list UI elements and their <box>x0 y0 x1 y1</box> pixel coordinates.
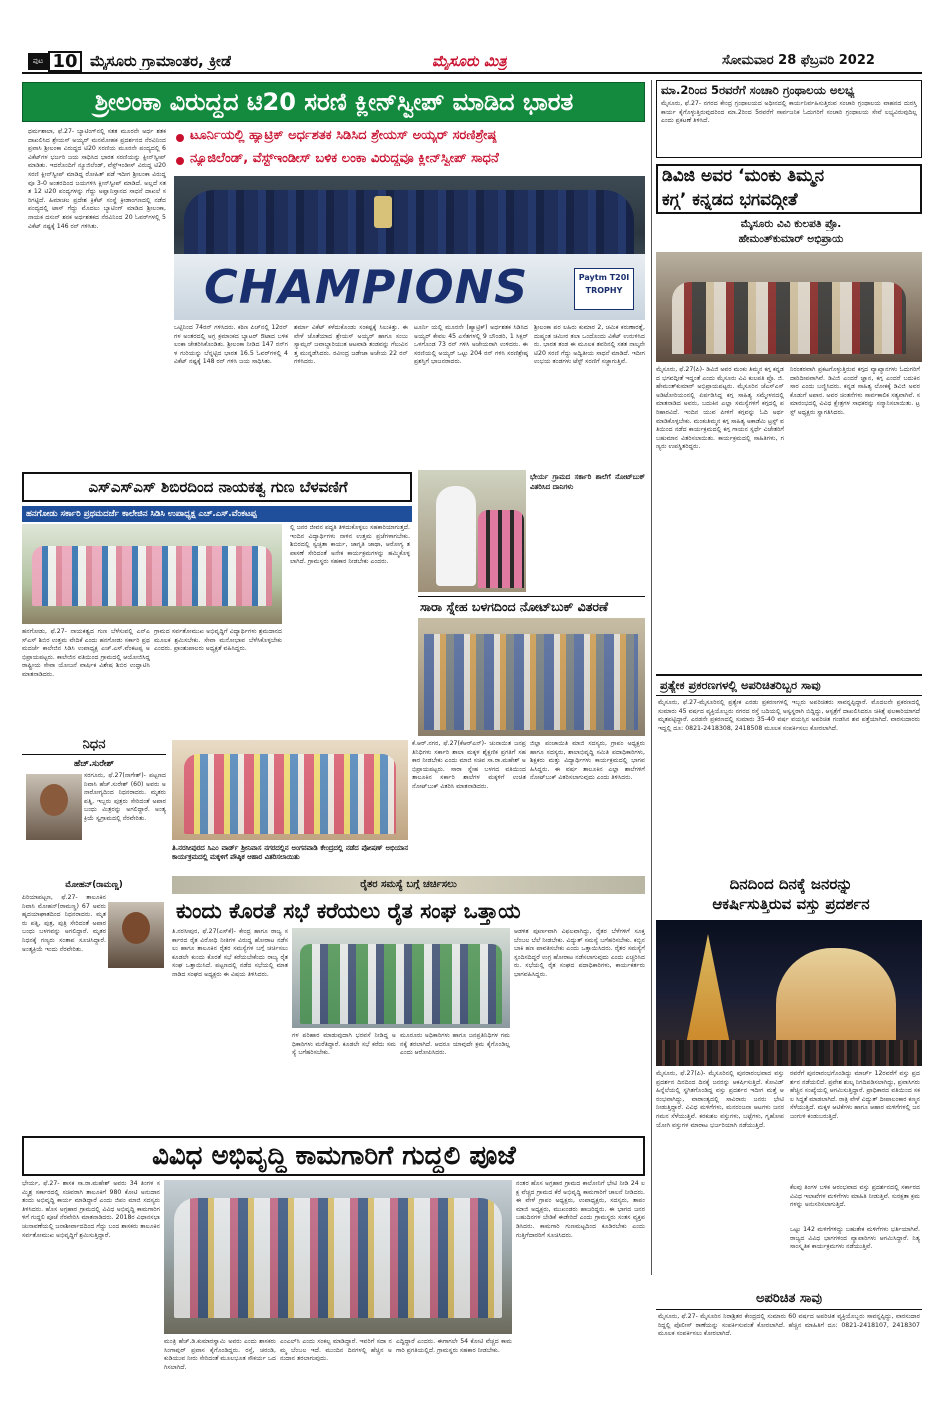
farmers-body-4: ಮೂರೂರು ಅಧಿಕಾರಿಗಳು ಹಾಗೂ ಜನಪ್ರತಿನಿಧಿಗಳ ಗಮನಕ್ಕೆ ತರಲಾಗಿದೆ. ಆದರೂ ಯಾವುದೇ ಕ್ರಮ ಕೈಗೊಂಡಿಲ್ಲ ಎಂದು ಆರೋಪಿಸಿದರು. <box>400 1032 510 1057</box>
nss-body-2: ಗ್ರಾಮದ ಸರ್ವತೋಮುಖ ಅಭಿವೃದ್ಧಿಗೆ ವಿದ್ಯಾರ್ಥಿಗಳು ಶ್ರಮದಾನದ ಮೂಲಕ ಶ್ರಮಿಸಬೇಕು. ಸೇವಾ ಮನೋಭಾವ ಬೆಳೆಸಿಕೊಳ್ಳಬೇಕು ಎಂದರು. ಪ್ರಾಂಶುಪಾಲರು ಅಧ್ಯಕ್ಷತೆ ವಹಿಸಿದ್ದರು. <box>154 628 282 653</box>
nss-subhead: ಹನಗೋಡು ಸರ್ಕಾರಿ ಪ್ರಥಮದರ್ಜೆ ಕಾಲೇಜಿನ ಸಿಡಿಸಿ ಉಪಾಧ್ಯಕ್ಷ ಎಚ್.ಎಸ್.ವೆಂಕಟಪ್ಪ <box>26 509 257 519</box>
nss-body-1: ಹನಗೋಡು, ಫೆ.27- ನಾಯಕತ್ವದ ಗುಣ ಬೆಳೆಸುವಲ್ಲಿ ಎನ್‌ಎಸ್‌ಎಸ್ ಶಿಬಿರ ಉತ್ತಮ ವೇದಿಕೆ ಎಂದು ಹನಗೋಡು ಸರ್ಕಾರಿ ಪ್ರಥಮದರ್ಜೆ ಕಾಲೇಜಿನ ಸಿಡಿಸಿ ಉಪಾಧ್ಯಕ್ಷ ಎಚ್.ಎಸ್.ವೆಂಕಟಪ್ಪ ಅಭಿಪ್ರಾಯಪಟ್ಟರು. ಕಾಲೇಜಿನ ವತಿಯಿಂದ ಗ್ರಾಮದಲ್ಲಿ ಆಯೋಜಿಸಿದ್ದ ರಾಷ್ಟ್ರೀಯ ಸೇವಾ ಯೋಜನೆ ವಾರ್ಷಿಕ ವಿಶೇಷ ಶಿಬಿರ ಉದ್ಘಾಟಿಸಿ ಮಾತನಾಡಿದರು. <box>22 628 150 678</box>
nss-body-3: ಲ್ಲಿ ಜನರ ಜೀವನ ಪದ್ಧತಿ ತಿಳಿದುಕೊಳ್ಳಲು ಸಹಕಾರಿಯಾಗುತ್ತದೆ. ಇಂದಿನ ವಿದ್ಯಾರ್ಥಿಗಳು ನಾಳಿನ ಉತ್ತಮ ಪ್ರಜೆಗಳಾಗಬೇಕು. ಶಿಬಿರದಲ್ಲಿ ಸ್ವಚ್ಛತಾ ಕಾರ್ಯ, ಜಾಗೃತಿ ಜಾಥಾ, ಆರೋಗ್ಯ ತಪಾಸಣೆ ಸೇರಿದಂತೆ ಅನೇಕ ಕಾರ್ಯಕ್ರಮಗಳನ್ನು ಹಮ್ಮಿಕೊಳ್ಳಲಾಗಿದೆ. ಗ್ರಾಮಸ್ಥರು ಸಹಕಾರ ನೀಡಬೇಕು ಎಂದರು. <box>290 524 410 566</box>
notebook-body-2: ಜಿಲ್ಲಾ ಪಂಚಾಯಿತಿ ಮಾಜಿ ಸದಸ್ಯರು, ಗ್ರಾಪಂ ಅಧ್ಯಕ್ಷರು ಹಾಗೂ ಸದಸ್ಯರು, ಶಾಲಾಭಿವೃದ್ಧಿ ಸಮಿತಿ ಪದಾಧಿಕಾರಿಗಳು, ಶಿಕ್ಷಕರು ಮತ್ತು ವಿದ್ಯಾರ್ಥಿಗಳು ಕಾರ್ಯಕ್ರಮದಲ್ಲಿ ಭಾಗವಹಿಸಿದ್ದರು. ಈ ವರ್ಷ ತಾಲೂಕಿನ ಎಲ್ಲಾ ಶಾಲೆಗಳಿಗೆ ನೋಟ್‌ಬುಕ್ ವಿತರಿಸಲಾಗುವುದು ಎಂದು ತಿಳಿಸಿದರು. <box>530 740 645 782</box>
notebook-headline: ಸಾರಾ ಸ್ನೇಹ ಬಳಗದಿಂದ ನೋಟ್‌ಬುಕ್ ವಿತರಣೆ <box>420 599 609 614</box>
lead-bullet-1-icon <box>176 134 184 142</box>
meeting-people <box>300 944 502 1024</box>
obituary-name-2: ಮೋಹನ್(ರಾಮಣ್ಣ) <box>65 880 123 890</box>
works-body-4: ಎದ್ದಿದ್ದಾರೆ ಎಂದರು. ಈಗಾಗಲೇ 54 ಕೋಟಿ ವೆಚ್ಚದ ಕಾಮಗಾರಿ ಪ್ರಗತಿಯಲ್ಲಿದೆ. ಗ್ರಾಮಸ್ಥರು ಸಹಕಾರ ನೀಡಬೇಕು. <box>396 1338 512 1354</box>
farmers-tagline: ರೈತರ ಸಮಸ್ಯೆ ಬಗ್ಗೆ ಚರ್ಚಿಸಲು <box>360 879 457 890</box>
works-body-2: ಮಂತ್ರಿ ಹೆಚ್.ಡಿ.ಕುಮಾರಸ್ವಾಮಿ ಅವರು ಎಂದು ಶಾಸಕರು ಸಿಂಗಾಪುರ್ ಪ್ರವಾಸ ಕೈಗೊಂಡಿದ್ದರು. ರಸ್ತೆ, ಚರಂಡಿ, ಕುಡಿಯುವ ನೀರು ಸೇರಿದಂತೆ ಮೂಲಭೂತ ಸೌಕರ್ಯ ಒದಗಿಸಲಾಗಿದೆ. <box>164 1338 276 1371</box>
donor-figure <box>436 486 476 586</box>
lead-body-4: ಟೂರ್ನಿ ಯಲ್ಲಿ ಮೂರನೇ (ಹ್ಯಾಟ್ರಿಕ್) ಅರ್ಧಶತಕ ಸಿಡಿಸಿದ ಅಯ್ಯರ್ ಕೇವಲ 45 ಎಸೆತಗಳಲ್ಲಿ 9 ಬೌಂಡರಿ, 1 ಸಿಕ್ಸರ್ ಒಳಗೊಂಡ 73 ರನ್ ಗಳಿಸಿ ಅಜೇಯರಾಗಿ ಉಳಿದರು. ಈ ಸರಣಿಯಲ್ಲಿ ಅಯ್ಯರ್ ಒಟ್ಟು 204 ರನ್ ಗಳಿಸಿ ಸರಣಿಶ್ರೇಷ್ಠ ಪ್ರಶಸ್ತಿಗೆ ಭಾಜನರಾದರು. <box>414 324 528 366</box>
bhagavad-photo <box>656 252 922 362</box>
notebook-photo-1 <box>418 470 526 592</box>
obituary-header: ನಿಧನ <box>22 736 166 755</box>
sponsor-logo: Paytm T20I TROPHY <box>574 268 634 310</box>
section-title: ಮೈಸೂರು ಗ್ರಾಮಾಂತರ, ಕ್ರೀಡೆ <box>90 52 232 70</box>
library-body: ಮೈಸೂರು, ಫೆ.27- ನಗರದ ಕೇಂದ್ರ ಗ್ರಂಥಾಲಯದ ಅಧೀನದಲ್ಲಿ ಕಾರ್ಯನಿರ್ವಹಿಸುತ್ತಿರುವ ಸಂಚಾರಿ ಗ್ರಂಥಾಲಯ ವಾಹನದ ದುರಸ್ತಿ ಕಾರ್ಯ ಕೈಗೊಳ್ಳುತ್ತಿರುವುದರಿಂದ ಮಾ.2ರಿಂದ 5ರವರೆಗೆ ಸಾರ್ವಜನಿಕ ಓದುಗರಿಗೆ ಸಂಚಾರಿ ಗ್ರಂಥಾಲಯ ಸೇವೆ ಲಭ್ಯವಿರುವುದಿಲ್ಲ ಎಂದು ಪ್ರಕಟಣೆ ತಿಳಿಸಿದೆ. <box>661 100 917 125</box>
obituary-name-1: ಹೆಚ್.ಸುರೇಶ್ <box>74 759 114 769</box>
lead-body-5: ಶ್ರೀಲಂಕಾ ಪರ ಲಹಿರು ಕುಮಾರ 2, ಚಮಿಕ ಕರುಣಾರತ್ನೆ, ದುಷ್ಮಂತ ಚಮೀರ ತಲಾ ಒಂದೊಂದು ವಿಕೆಟ್ ಉರುಳಿಸಿದರು. ಭಾರತ ತಂಡ ಈ ಮೂಲಕ ತವರಿನಲ್ಲಿ ಸತತ ನಾಲ್ಕನೇ ಟಿ20 ಸರಣಿ ಗೆದ್ದು ಅದ್ವಿತೀಯ ಸಾಧನೆ ಮಾಡಿದೆ. ಇದೀಗ ಉಭಯ ತಂಡಗಳು ಟೆಸ್ಟ್ ಸರಣಿಗೆ ಸಜ್ಜಾಗುತ್ತಿವೆ. <box>534 324 645 366</box>
works-headline: ವಿವಿಧ ಅಭಿವೃದ್ಧಿ ಕಾಮಗಾರಿಗೆ ಗುದ್ದಲಿ ಪೂಜೆ <box>152 1141 516 1171</box>
event-people <box>184 754 396 834</box>
expo-body-4: ಒಟ್ಟು 142 ಮಳಿಗೆಗಳಿದ್ದು ಬಹುತೇಕ ಮಳಿಗೆಗಳು ಭರ್ತಿಯಾಗಿವೆ. ರಾಜ್ಯದ ವಿವಿಧ ಭಾಗಗಳಿಂದ ವ್ಯಾಪಾರಿಗಳು ಆಗಮಿಸಿದ್ದಾರೆ. ನಿತ್ಯ ಸಾಂಸ್ಕೃತಿಕ ಕಾರ್ಯಕ್ರಮಗಳು ನಡೆಯುತ್ತಿವೆ. <box>790 1226 920 1251</box>
expo-photo <box>656 920 922 1066</box>
page-label: ಪುಟ <box>28 53 48 70</box>
accident-body: ಮೈಸೂರು, ಫೆ.27-ಮೈಸೂರಿನಲ್ಲಿ ಪ್ರತ್ಯೇಕ ಎರಡು ಪ್ರಕರಣಗಳಲ್ಲಿ ಇಬ್ಬರು ಅಪರಿಚಿತರು ಸಾವನ್ನಪ್ಪಿದ್ದಾರೆ. ಮೊದಲನೇ ಪ್ರಕರಣದಲ್ಲಿ ಸುಮಾರು 45 ವರ್ಷದ ವ್ಯಕ್ತಿಯೊಬ್ಬರು ನಗರದ ರಸ್ತೆ ಬದಿಯಲ್ಲಿ ಅಸ್ವಸ್ಥರಾಗಿ ಬಿದ್ದಿದ್ದು, ಆಸ್ಪತ್ರೆಗೆ ದಾಖಲಿಸಿದರೂ ಚಿಕಿತ್ಸೆ ಫಲಕಾರಿಯಾಗದೆ ಮೃತಪಟ್ಟಿದ್ದಾರೆ. ಎರಡನೇ ಪ್ರಕರಣದಲ್ಲಿ ಸುಮಾರು 35-40 ವರ್ಷ ವಯಸ್ಸಿನ ಅಪರಿಚಿತ ಗಂಡಸಿನ ಶವ ಪತ್ತೆಯಾಗಿದೆ. ವಾರಸುದಾರರು ಇದ್ದಲ್ಲಿ ದೂ: 0821-2418308, 2418508 ಮೂಲಕ ಸಂಪರ್ಕಿಸಲು ಕೋರಲಾಗಿದೆ. <box>658 699 920 732</box>
lead-bullet-1: ಟೂರ್ನಿಯಲ್ಲಿ ಹ್ಯಾಟ್ರಿಕ್ ಅರ್ಧಶತಕ ಸಿಡಿಸಿದ ಶ್ರೇಯಸ್ ಅಯ್ಯರ್ ಸರಣಿಶ್ರೇಷ್ಠ <box>190 128 497 143</box>
nss-headline: ಎಸ್‌ಎಸ್‌ಎಸ್ ಶಿಬಿರದಿಂದ ನಾಯಕತ್ವ ಗುಣ ಬೆಳವಣಿಗೆ <box>88 478 348 496</box>
notebook-caption: ಭೇರ್ಯ ಗ್ರಾಮದ ಸರ್ಕಾರಿ ಶಾಲೆಗೆ ನೋಟ್‌ಬುಕ್ ವಿತರಿಸಿದ ದಾನಿಗಳು <box>530 473 645 491</box>
expo-headline-1: ದಿನದಿಂದ ದಿನಕ್ಕೆ ಜನರನ್ನು <box>729 875 853 893</box>
unknown-death-headline: ಅಪರಿಚಿತ ಸಾವು <box>755 1291 822 1306</box>
bhagavad-body-2: ನಿರಂತರವಾಗಿ ಪ್ರಕಟಗೊಳ್ಳುತ್ತಿರುವ ಕಗ್ಗದ ವ್ಯಾಖ್ಯಾನಗಳು ಓದುಗರಿಗೆ ದಾರಿದೀಪವಾಗಿವೆ. ಡಿವಿಜಿ ಎಂದರೆ ಜ್ಞಾನ, ಕಗ್ಗ ಎಂದರೆ ಬದುಕಿನ ಸಾರ ಎಂದು ಬಣ್ಣಿಸಿದರು. ಕನ್ನಡ ಸಾಹಿತ್ಯ ಲೋಕಕ್ಕೆ ಡಿವಿಜಿ ಅವರ ಕೊಡುಗೆ ಅಪಾರ. ಅವರ ಚಿಂತನೆಗಳು ಸಾರ್ವಕಾಲಿಕ ಸತ್ಯವಾಗಿವೆ. ಸಮಾರಂಭದಲ್ಲಿ ವಿವಿಧ ಕ್ಷೇತ್ರಗಳ ಸಾಧಕರನ್ನು ಸನ್ಮಾನಿಸಲಾಯಿತು. ಟ್ರಸ್ಟ್ ಅಧ್ಯಕ್ಷರು ಸ್ವಾಗತಿಸಿದರು. <box>790 366 920 416</box>
farmers-body-2: ಆಡಳಿತ ಪೂರ್ಣವಾಗಿ ವಿಫಲವಾಗಿದ್ದು, ರೈತರ ಬೆಳೆಗಳಿಗೆ ಸೂಕ್ತ ಬೆಂಬಲ ಬೆಲೆ ನೀಡಬೇಕು. ವಿದ್ಯುತ್ ಸಮಸ್ಯೆ ಬಗೆಹರಿಸಬೇಕು. ಕಬ್ಬಿನ ಬಾಕಿ ಹಣ ಪಾವತಿಸಬೇಕು ಎಂದು ಒತ್ತಾಯಿಸಿದರು. ರೈತರ ಸಮಸ್ಯೆಗೆ ಸ್ಪಂದಿಸದಿದ್ದರೆ ಉಗ್ರ ಹೋರಾಟ ನಡೆಸಲಾಗುವುದು ಎಂದು ಎಚ್ಚರಿಸಿದರು. ಸಭೆಯಲ್ಲಿ ರೈತ ಸಂಘದ ಪದಾಧಿಕಾರಿಗಳು, ಕಾರ್ಯಕರ್ತರು ಭಾಗವಹಿಸಿದ್ದರು. <box>514 928 645 978</box>
works-body-3: ಎಂಎಲ್‌ಸಿ ಎಂದು ಸಂಕಲ್ಪ ಮಾಡಿದ್ದಾರೆ. ಇವರಿಗೆ ಸದಾ ನಮ್ಮ ಬೆಂಬಲ ಇದೆ. ಮುಂದಿನ ದಿನಗಳಲ್ಲಿ ಹೆಚ್ಚಿನ ಅನುದಾನ ತರಲಾಗುವುದು. <box>280 1338 392 1363</box>
poshan-photo <box>172 740 408 840</box>
champions-photo <box>174 176 645 320</box>
works-photo <box>164 1180 512 1334</box>
works-body-5: ನಂತರ ಹೊಸ ಅಗ್ರಹಾರ ಗ್ರಾಮದ ಕಾಲೋನಿಗೆ ಭೇಟಿ ನೀಡಿ 24 ಲಕ್ಷ ವೆಚ್ಚದ ಗ್ರಾಮದ ಕೆರೆ ಅಭಿವೃದ್ಧಿ ಕಾಮಗಾರಿಗೆ ಚಾಲನೆ ನೀಡಿದರು. ಈ ವೇಳೆ ಗ್ರಾಪಂ ಅಧ್ಯಕ್ಷರು, ಉಪಾಧ್ಯಕ್ಷರು, ಸದಸ್ಯರು, ತಾಪಂ ಮಾಜಿ ಅಧ್ಯಕ್ಷರು, ಮುಖಂಡರು ಹಾಜರಿದ್ದರು. ಈ ಭಾಗದ ಜನರ ಬಹುದಿನಗಳ ಬೇಡಿಕೆ ಈಡೇರಿದೆ ಎಂದು ಗ್ರಾಮಸ್ಥರು ಸಂತಸ ವ್ಯಕ್ತಪಡಿಸಿದರು. ಕಾಮಗಾರಿ ಗುಣಮಟ್ಟದಿಂದ ಕೂಡಿರಬೇಕು ಎಂದು ಗುತ್ತಿಗೆದಾರರಿಗೆ ಸೂಚಿಸಿದರು. <box>516 1180 645 1239</box>
bhagavad-headline-1: ಡಿವಿಜಿ ಅವರ ‘ಮಂಕು ತಿಮ್ಮನ <box>662 166 825 186</box>
crowd <box>656 1040 922 1066</box>
classroom <box>424 634 638 730</box>
bhagavad-headline-2: ಕಗ್ಗ’ ಕನ್ನಡದ ಭಗವದ್ಗೀತೆ <box>662 190 798 210</box>
farmers-headline: ಕುಂದು ಕೊರತೆ ಸಭೆ ಕರೆಯಲು ರೈತ ಸಂಘ ಒತ್ತಾಯ <box>176 899 521 923</box>
nss-students <box>32 546 272 606</box>
obituary-portrait-1 <box>26 774 82 840</box>
farmers-photo <box>292 928 510 1028</box>
portrait-face <box>40 784 68 816</box>
obituary-portrait-2 <box>108 902 164 968</box>
accident-headline: ಪ್ರತ್ಯೇಕ ಪ್ರಕರಣಗಳಲ್ಲಿ ಅಪರಿಚಿತರಿಬ್ಬರ ಸಾವು <box>660 678 821 692</box>
bhagavad-subhead-2: ಹೇಮಂತ್‌ಕುಮಾರ್ ಅಭಿಪ್ರಾಯ <box>738 233 844 245</box>
masthead <box>22 50 922 74</box>
expo-body-3: ಕೆಲವು ತಿಂಗಳ ಬಳಿಕ ಆರಂಭವಾದ ವಸ್ತು ಪ್ರದರ್ಶನದಲ್ಲಿ ಸರ್ಕಾರದ ವಿವಿಧ ಇಲಾಖೆಗಳ ಮಳಿಗೆಗಳು ಮಾಹಿತಿ ನೀಡುತ್ತಿವೆ. ಸುರಕ್ಷತಾ ಕ್ರಮಗಳನ್ನು ಅನುಸರಿಸಲಾಗುತ್ತಿದೆ. <box>790 1184 920 1209</box>
lead-bullet-2: ನ್ಯೂಜಿಲೆಂಡ್, ವೆಸ್ಟ್‌ಇಂಡೀಸ್ ಬಳಿಕ ಲಂಕಾ ವಿರುದ್ಧವೂ ಕ್ಲೀನ್‌ಸ್ವೀಪ್ ಸಾಧನೆ <box>190 151 499 166</box>
notebook-rule <box>418 596 645 597</box>
bhagavad-subhead-1: ಮೈಸೂರು ವಿವಿ ಕುಲಪತಿ ಪ್ರೊ. <box>740 218 842 230</box>
accident-rule-bottom <box>656 695 922 696</box>
champions-text: CHAMPIONS <box>204 260 529 314</box>
tower-lights <box>686 934 730 1044</box>
expo-body-1: ಮೈಸೂರು, ಫೆ.27(ಪಿ)- ಮೈಸೂರಿನಲ್ಲಿ ಪುನರಾರಂಭವಾದ ವಸ್ತು ಪ್ರದರ್ಶನ ದಿನದಿಂದ ದಿನಕ್ಕೆ ಜನರನ್ನು ಆಕರ್ಷಿಸುತ್ತಿದೆ. ಕೋವಿಡ್ ಹಿನ್ನೆಲೆಯಲ್ಲಿ ಸ್ಥಗಿತಗೊಂಡಿದ್ದ ವಸ್ತು ಪ್ರದರ್ಶನ ಇದೀಗ ಮತ್ತೆ ಆರಂಭವಾಗಿದ್ದು, ವಾರಾಂತ್ಯದಲ್ಲಿ ಸಾವಿರಾರು ಜನರು ಭೇಟಿ ನೀಡುತ್ತಿದ್ದಾರೆ. ವಿವಿಧ ಮಳಿಗೆಗಳು, ಮನರಂಜನಾ ಆಟಗಳು ಜನರ ಗಮನ ಸೆಳೆಯುತ್ತಿವೆ. ಕರಕುಶಲ ವಸ್ತುಗಳು, ಬಟ್ಟೆಗಳು, ಗೃಹೋಪಯೋಗಿ ವಸ್ತುಗಳ ಮಾರಾಟ ಭರ್ಜರಿಯಾಗಿ ನಡೆಯುತ್ತಿದೆ. <box>656 1070 784 1129</box>
notebook-photo-2 <box>418 618 645 736</box>
farmers-body-3: ಗಳ ಪರಿಹಾರ ಮಾಡುವುದಾಗಿ ಭರವಸೆ ನೀಡಿದ್ದ ಅಧಿಕಾರಿಗಳು ಮರೆತಿದ್ದಾರೆ. ಕೂಡಲೇ ಸಭೆ ಕರೆದು ಸಮಸ್ಯೆ ಬಗೆಹರಿಸಬೇಕು. <box>292 1032 396 1057</box>
ceremony-people <box>174 1198 502 1318</box>
stage-people <box>672 282 906 354</box>
column-divider <box>651 80 652 1275</box>
lead-bullet-2-icon <box>176 157 184 165</box>
unknown-death-body: ಮೈಸೂರು, ಫೆ.27- ಮೈಸೂರಿನ ನಿರಾಶ್ರಿತರ ಕೇಂದ್ರದಲ್ಲಿ ಸುಮಾರು 60 ವರ್ಷದ ಅಪರಿಚಿತ ವ್ಯಕ್ತಿಯೊಬ್ಬರು ಸಾವನ್ನಪ್ಪಿದ್ದು, ವಾರಸುದಾರರಿದ್ದಲ್ಲಿ ಪೊಲೀಸ್ ಠಾಣೆಯನ್ನು ಸಂಪರ್ಕಿಸುವಂತೆ ಕೋರಲಾಗಿದೆ. ಹೆಚ್ಚಿನ ಮಾಹಿತಿಗೆ ದೂ: 0821-2418107, 2418307 ಮೂಲಕ ಸಂಪರ್ಕಿಸಲು ಕೋರಲಾಗಿದೆ. <box>658 1313 920 1338</box>
lead-body-3: ಶರ್ಮಾ ವಿಕೆಟ್ ಕಳೆದುಕೊಂಡು ಸಂಕಷ್ಟಕ್ಕೆ ಸಿಲುಕಿತ್ತು. ಈ ವೇಳೆ ಜೊತೆಯಾದ ಶ್ರೇಯಸ್ ಅಯ್ಯರ್ ಹಾಗೂ ಸಂಜು ಸ್ಯಾಮ್ಸನ್ ಜವಾಬ್ದಾರಿಯುತ ಆಟವಾಡಿ ತಂಡವನ್ನು ಗೆಲುವಿನತ್ತ ಮುನ್ನಡೆಸಿದರು. ರವೀಂದ್ರ ಜಡೇಜಾ ಅಜೇಯ 22 ರನ್ ಗಳಿಸಿದರು. <box>294 324 408 366</box>
accident-rule-top <box>656 674 922 676</box>
obituary-body-2: ಪಿರಿಯಾಪಟ್ಟಣ, ಫೆ.27- ತಾಲೂಕಿನ ನಿವಾಸಿ ಮೋಹನ್(ರಾಮಣ್ಣ) 67 ಅವರು ಹೃದಯಾಘಾತದಿಂದ ನಿಧನರಾದರು. ಮೃತರು ಪತ್ನಿ, ಪುತ್ರ, ಪುತ್ರಿ ಸೇರಿದಂತೆ ಅಪಾರ ಬಂಧು ಬಳಗವನ್ನು ಅಗಲಿದ್ದಾರೆ. ಮೃತರ ನಿಧನಕ್ಕೆ ಗಣ್ಯರು ಸಂತಾಪ ಸೂಚಿಸಿದ್ದಾರೆ. ಅಂತ್ಯಕ್ರಿಯೆ ಇಂದು ನೆರವೇರಿತು. <box>22 894 106 953</box>
expo-headline-2: ಆಕರ್ಷಿಸುತ್ತಿರುವ ವಸ್ತು ಪ್ರದರ್ಶನ <box>712 895 870 913</box>
edition-date: ಸೋಮವಾರ 28 ಫೆಬ್ರವರಿ 2022 <box>722 53 875 68</box>
unknown-death-rule <box>656 1309 922 1310</box>
page-number: 10 <box>48 51 82 72</box>
bhagavad-body-1: ಮೈಸೂರು, ಫೆ.27(ಪಿ)- ಡಿವಿಜಿ ಅವರ ಮಂಕು ತಿಮ್ಮನ ಕಗ್ಗ ಕನ್ನಡದ ಭಗವದ್ಗೀತೆ ಇದ್ದಂತೆ ಎಂದು ಮೈಸೂರು ವಿವಿ ಕುಲಪತಿ ಪ್ರೊ. ಜಿ.ಹೇಮಂತ್‌ಕುಮಾರ್ ಅಭಿಪ್ರಾಯಪಟ್ಟರು. ಮೈಸೂರಿನ ಜೆಎಸ್‌ಎಸ್ ಅಡಿಟೋರಿಯಂನಲ್ಲಿ ಏರ್ಪಡಿಸಿದ್ದ ಕಗ್ಗ ಸಾಹಿತ್ಯ ಸಮ್ಮೇಳನದಲ್ಲಿ ಮಾತನಾಡಿದ ಅವರು, ಬದುಕಿನ ಎಲ್ಲಾ ಸಮಸ್ಯೆಗಳಿಗೆ ಕಗ್ಗದಲ್ಲಿ ಪರಿಹಾರವಿದೆ. ಇಂದಿನ ಯುವ ಪೀಳಿಗೆ ಕಗ್ಗವನ್ನು ಓದಿ ಅರ್ಥಮಾಡಿಕೊಳ್ಳಬೇಕು. ಮಂಕುತಿಮ್ಮನ ಕಗ್ಗ ಸಾಹಿತ್ಯ ಅಕಾಡೆಮಿ ಟ್ರಸ್ಟ್ ವತಿಯಿಂದ ನಡೆದ ಕಾರ್ಯಕ್ರಮದಲ್ಲಿ ಕಗ್ಗ ಗಾಯನ ಸ್ಪರ್ಧೆ ವಿಜೇತರಿಗೆ ಬಹುಮಾನ ವಿತರಿಸಲಾಯಿತು. ಕಾರ್ಯಕ್ರಮದಲ್ಲಿ ಸಾಹಿತಿಗಳು, ಗಣ್ಯರು ಉಪಸ್ಥಿತರಿದ್ದರು. <box>656 366 784 451</box>
lead-headline: ಶ್ರೀಲಂಕಾ ವಿರುದ್ಧದ ಟಿ20 ಸರಣಿ ಕ್ಲೀನ್‌ಸ್ವೀಪ್ ಮಾಡಿದ ಭಾರತ <box>94 88 574 116</box>
works-body-1: ಭೇರ್ಯ, ಫೆ.27- ಶಾಸಕ ಸಾ.ರಾ.ಮಹೇಶ್ ಅವರು 34 ತಿಂಗಳ ಸಮ್ಮಿಶ್ರ ಸರ್ಕಾರದಲ್ಲಿ ಸಚಿವರಾಗಿ ತಾಲೂಕಿಗೆ 980 ಕೋಟಿ ಅನುದಾನ ತಂದು ಅಭಿವೃದ್ಧಿ ಕಾರ್ಯ ಮಾಡಿದ್ದಾರೆ ಎಂದು ಜಿಪಂ ಮಾಜಿ ಸದಸ್ಯರು ತಿಳಿಸಿದರು. ಹೊಸ ಅಗ್ರಹಾರ ಗ್ರಾಮದಲ್ಲಿ ವಿವಿಧ ಅಭಿವೃದ್ಧಿ ಕಾಮಗಾರಿಗಳಿಗೆ ಗುದ್ದಲಿ ಪೂಜೆ ನೆರವೇರಿಸಿ ಮಾತನಾಡಿದರು. 2018ರ ವಿಧಾನಸಭಾ ಚುನಾವಣೆಯಲ್ಲಿ ಜನಾಶೀರ್ವಾದದಿಂದ ಗೆದ್ದು ಬಂದ ಶಾಸಕರು ತಾಲೂಕಿನ ಸರ್ವತೋಮುಖ ಅಭಿವೃದ್ಧಿಗೆ ಶ್ರಮಿಸುತ್ತಿದ್ದಾರೆ. <box>22 1180 160 1239</box>
team-group <box>184 190 634 260</box>
gateway-arch <box>776 948 896 1048</box>
paper-logo: ಮೈಸೂರು ಮಿತ್ರ <box>432 52 507 70</box>
poshan-caption: ತಿ.ನರಸೀಪುರದ ಸಿಎಂ ವಾರ್ಡ್ ಶ್ರೀನಿವಾಸ ನಗರದಲ್ಲಿನ ಅಂಗನವಾಡಿ ಕೇಂದ್ರದಲ್ಲಿ ನಡೆದ ಪೋಷಣ್ ಅಭಿಯಾನ ಕಾರ್ಯಕ್ರಮದಲ್ಲಿ ಮಕ್ಕಳಿಗೆ ಪೌಷ್ಠಿಕ ಆಹಾರ ವಿತರಿಸಲಾಯಿತು <box>172 844 408 861</box>
library-headline: ಮಾ.2ರಿಂದ 5ರವರೆಗೆ ಸಂಚಾರಿ ಗ್ರಂಥಾಲಯ ಅಲಭ್ಯ <box>661 83 855 97</box>
nss-photo <box>22 524 282 624</box>
lead-body-2: ಒಟ್ಟಿನಿಂದ 74ರನ್ ಗಳಿಸಿದರು. ಕಠಿಣ ಪಿಚ್‌ನಲ್ಲಿ 12ರನ್ ಗಳ ಅಂತರದಲ್ಲಿ ಅಗ್ರ ಕ್ರಮಾಂಕದ ಬ್ಯಾಟರ್ ಔಟಾದ ಬಳಿಕ ಲಂಕಾ ಚೇತರಿಸಿಕೊಂಡಿತು. ಶ್ರೀಲಂಕಾ ನೀಡಿದ 147 ರನ್‌ಗಳ ಗುರಿಯನ್ನು ಬೆನ್ನಟ್ಟಿದ ಭಾರತ 16.5 ಓವರ್‌ಗಳಲ್ಲಿ 4 ವಿಕೆಟ್ ನಷ್ಟಕ್ಕೆ 148 ರನ್ ಗಳಿಸಿ ಜಯ ಸಾಧಿಸಿತು. <box>174 324 288 366</box>
obituary-body-1: ಸರಗೂರು, ಫೆ.27(ನಾಗೇಶ್)- ಪಟ್ಟಣದ ನಿವಾಸಿ ಹೆಚ್.ಸುರೇಶ್ (60) ಅವರು ಅನಾರೋಗ್ಯದಿಂದ ನಿಧನರಾದರು. ಮೃತರು ಪತ್ನಿ, ಇಬ್ಬರು ಪುತ್ರರು ಸೇರಿದಂತೆ ಅಪಾರ ಬಂಧು ಮಿತ್ರರನ್ನು ಅಗಲಿದ್ದಾರೆ. ಅಂತ್ಯಕ್ರಿಯೆ ಸ್ವಗ್ರಾಮದಲ್ಲಿ ನೆರವೇರಿತು. <box>84 772 166 822</box>
lead-body-1: ಧರ್ಮಶಾಲಾ, ಫೆ.27- ಬ್ಯಾಟಿಂಗ್‌ನಲ್ಲಿ ಸತತ ಮೂರನೇ ಅರ್ಧ ಶತಕ ದಾಖಲಿಸಿದ ಶ್ರೇಯಸ್ ಅಯ್ಯರ್ ಮನಮೋಹಕ ಪ್ರದರ್ಶನದ ನೆರವಿನಿಂದ ಪ್ರವಾಸಿ ಶ್ರೀಲಂಕಾ ವಿರುದ್ಧದ ಟಿ20 ಸರಣಿಯ ಮೂರನೇ ಪಂದ್ಯದಲ್ಲಿ 6 ವಿಕೆಟ್‌ಗಳ ಭರ್ಜರಿ ಜಯ ಸಾಧಿಸಿದ ಭಾರತ ಸರಣಿಯನ್ನು ಕ್ಲೀನ್‌ಸ್ವೀಪ್ ಮಾಡಿತು. ಇದರೊಂದಿಗೆ ನ್ಯೂಜಿಲೆಂಡ್, ವೆಸ್ಟ್‌ಇಂಡೀಸ್ ವಿರುದ್ಧ ಟಿ20 ಸರಣಿ ಕ್ಲೀನ್‌ಸ್ವೀಪ್ ಮಾಡಿದ್ದ ರೋಹಿತ್ ಪಡೆ ಇದೀಗ ಶ್ರೀಲಂಕಾ ವಿರುದ್ಧವೂ 3-0 ಅಂತರದಿಂದ ಜಯಗಳಿಸಿ ಕ್ಲೀನ್‌ಸ್ವೀಪ್ ಮಾಡಿದೆ. ಅಲ್ಲದೆ ಸತತ 12 ಟಿ20 ಪಂದ್ಯಗಳನ್ನು ಗೆದ್ದು ಅಫ್ಘಾನಿಸ್ತಾನದ ಸಾಧನೆ ದಾಖಲೆ ಸರಿಗಟ್ಟಿದೆ. ಹಿಮಾಚಲ ಪ್ರದೇಶ ಕ್ರಿಕೆಟ್ ಸಂಸ್ಥೆ ಕ್ರೀಡಾಂಗಣದಲ್ಲಿ ನಡೆದ ಪಂದ್ಯದಲ್ಲಿ ಟಾಸ್ ಗೆದ್ದು ಮೊದಲು ಬ್ಯಾಟಿಂಗ್ ಮಾಡಿದ ಶ್ರೀಲಂಕಾ, ನಾಯಕ ದಸುನ್ ಶನಕ ಅರ್ಧಶತಕದ ನೆರವಿನಿಂದ 20 ಓವರ್‌ಗಳಲ್ಲಿ 5 ವಿಕೆಟ್ ನಷ್ಟಕ್ಕೆ 146 ರನ್ ಗಳಿಸಿತು. <box>28 128 166 230</box>
portrait-face <box>122 912 150 944</box>
trophy <box>374 196 392 228</box>
farmers-body-1: ತಿ.ನರಸೀಪುರ, ಫೆ.27(ಎಸ್‌ಕೆ)- ಕೇಂದ್ರ ಹಾಗೂ ರಾಜ್ಯ ಸರ್ಕಾರದ ರೈತ ವಿರೋಧಿ ನೀತಿಗಳ ವಿರುದ್ಧ ಹೋರಾಟ ನಡೆಸಲು ಹಾಗೂ ತಾಲೂಕಿನ ರೈತರ ಸಮಸ್ಯೆಗಳ ಬಗ್ಗೆ ಚರ್ಚಿಸಲು ಕೂಡಲೇ ಕುಂದು ಕೊರತೆ ಸಭೆ ಕರೆಯಬೇಕೆಂದು ರಾಜ್ಯ ರೈತ ಸಂಘ ಒತ್ತಾಯಿಸಿದೆ. ಪಟ್ಟಣದಲ್ಲಿ ನಡೆದ ಸಭೆಯಲ್ಲಿ ಮಾತನಾಡಿದ ಸಂಘದ ಅಧ್ಯಕ್ಷರು ಈ ವಿಷಯ ತಿಳಿಸಿದರು. <box>172 928 288 978</box>
notebook-body-1: ಕೆ.ಆರ್.ನಗರ, ಫೆ.27(ಕೆಆರ್‌ಎನ್)- ಚುನಾಯಿತ ಜನಪ್ರತಿನಿಧಿಗಳು ಸರ್ಕಾರಿ ಶಾಲಾ ಮಕ್ಕಳ ಶೈಕ್ಷಣಿಕ ಪ್ರಗತಿಗೆ ಸಹಕಾರ ನೀಡಬೇಕು ಎಂದು ಮಾಜಿ ಸಚಿವ ಸಾ.ರಾ.ಮಹೇಶ್ ಅಭಿಪ್ರಾಯಪಟ್ಟರು. ಸಾರಾ ಸ್ನೇಹ ಬಳಗದ ವತಿಯಿಂದ ತಾಲೂಕಿನ ಸರ್ಕಾರಿ ಶಾಲೆಗಳ ಮಕ್ಕಳಿಗೆ ಉಚಿತ ನೋಟ್‌ಬುಕ್ ವಿತರಿಸಿ ಮಾತನಾಡಿದರು. <box>412 740 526 790</box>
expo-body-2: ರವರೆಗೆ ಪುನರಾರಂಭಗೊಂಡಿದ್ದು ಮಾರ್ಚ್ 12ರವರೆಗೆ ವಸ್ತು ಪ್ರದರ್ಶನ ನಡೆಯಲಿದೆ. ಪ್ರವೇಶ ಶುಲ್ಕ ನಿಗದಿಪಡಿಸಲಾಗಿದ್ದು, ಪ್ರವಾಸಿಗರು ಹೆಚ್ಚಿನ ಸಂಖ್ಯೆಯಲ್ಲಿ ಆಗಮಿಸುತ್ತಿದ್ದಾರೆ. ಪ್ರಾಧಿಕಾರದ ವತಿಯಿಂದ ಸಕಲ ಸಿದ್ಧತೆ ಮಾಡಲಾಗಿದೆ. ರಾತ್ರಿ ವೇಳೆ ವಿದ್ಯುತ್ ದೀಪಾಲಂಕಾರ ಕಣ್ಮನ ಸೆಳೆಯುತ್ತಿದೆ. ಮಕ್ಕಳ ಆಟಿಕೆಗಳು ಹಾಗೂ ಆಹಾರ ಮಳಿಗೆಗಳಲ್ಲಿ ಜನಜಂಗುಳಿ ಕಂಡುಬರುತ್ತಿದೆ. <box>790 1070 920 1120</box>
student-figures <box>478 510 524 588</box>
